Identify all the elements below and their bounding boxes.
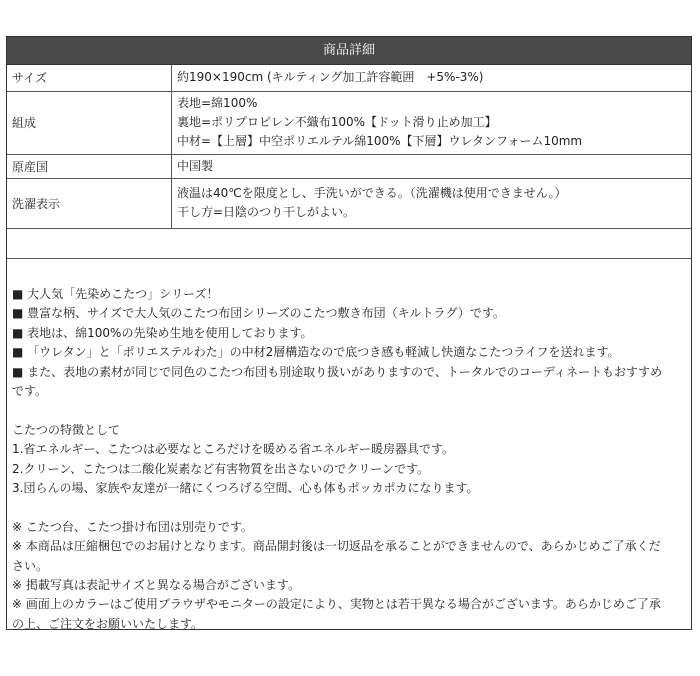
note-item: ※ 掲載写真は表記サイズと異なる場合がございます。: [12, 578, 300, 593]
table-row: [7, 154, 691, 178]
feature-item: 1.省エネルギー、こたつは必要なところだけを暖める省エネルギー暖房器具です。: [12, 442, 455, 457]
spec-value-line: 中材=【上層】中空ポリエルテル綿100%【下層】ウレタンフォーム10mm: [177, 134, 583, 148]
spec-value-line: 表地=綿100%: [177, 96, 258, 110]
bullet-item: ■ 表地は、綿100%の先染め生地を使用しております。: [12, 325, 313, 340]
spec-value-line: 液温は40℃を限度とし、手洗いができる。（洗濯機は使用できません。）: [177, 186, 567, 200]
bullet-item: ■ 「ウレタン」と「ポリエステルわた」の中材2層構造なので底つき感も軽減し快適なこたつライフを送れます。: [12, 345, 620, 360]
spec-value-origin: [172, 154, 692, 178]
bullet-item: ■ 大人気「先染めこたつ」シリーズ！: [12, 287, 219, 301]
note-item-continued: さい。: [12, 558, 49, 573]
feature-item: 2.クリーン、こたつは二酸化炭素など有害物質を出さないのでクリーンです。: [12, 461, 430, 476]
feature-item: 3.団らんの場、家族や友達が一緒にくつろげる空間、心も体もポッカポカになります。: [12, 481, 479, 496]
table-row: [7, 65, 691, 91]
spec-value-line: 裏地=ポリプロピレン不織布100%【ドット滑り止め加工】: [177, 115, 497, 129]
note-item-continued: の上、ご注文をお願いいたします。: [12, 616, 204, 631]
panel-title: 商品詳細: [7, 37, 691, 65]
table-row: [7, 91, 691, 154]
spec-value-line: 約190×190cm (キルティング加工許容範囲 +5%-3%): [177, 70, 484, 85]
bullet-item-continued: です。: [12, 384, 48, 399]
note-item: ※ 本商品は圧縮梱包でのお届けとなります。商品開封後は一切返品を承ることができませんので、あらかじめご了承くだ: [12, 539, 661, 554]
spec-table: [7, 65, 691, 229]
product-detail-panel: [6, 36, 692, 630]
spec-value-line: 干し方=日陰のつり干しがよい。: [177, 205, 356, 219]
spec-label-origin: 原産国: [7, 154, 172, 178]
features-heading: こたつの特徴として: [12, 422, 121, 437]
table-row: [7, 178, 691, 228]
bullet-item: ■ 豊富な柄、サイズで大人気のこたつ布団シリーズのこたつ敷き布団（キルトラグ）です。: [12, 306, 505, 321]
spec-value-composition: [172, 91, 692, 154]
spec-value-size: [172, 65, 692, 91]
note-item: ※ 画面上のカラーはご使用ブラウザやモニターの設定により、実物とは若干異なる場合がございます。あらかじめご了承: [12, 597, 661, 612]
spec-label-composition: 組成: [7, 91, 172, 154]
bullet-item: ■ また、表地の素材が同じで同色のこたつ布団も別途取り扱いがありますので、トータルでのコーディネートもおすすめ: [12, 364, 663, 379]
spec-label-size: サイズ: [7, 65, 172, 91]
note-item: ※ こたつ台、こたつ掛け布団は別売りです。: [12, 519, 253, 534]
spec-value-line: 中国製: [177, 158, 214, 173]
spec-label-washing: 洗濯表示: [7, 178, 172, 228]
description-section: [7, 258, 691, 634]
spec-value-washing: [172, 178, 692, 228]
